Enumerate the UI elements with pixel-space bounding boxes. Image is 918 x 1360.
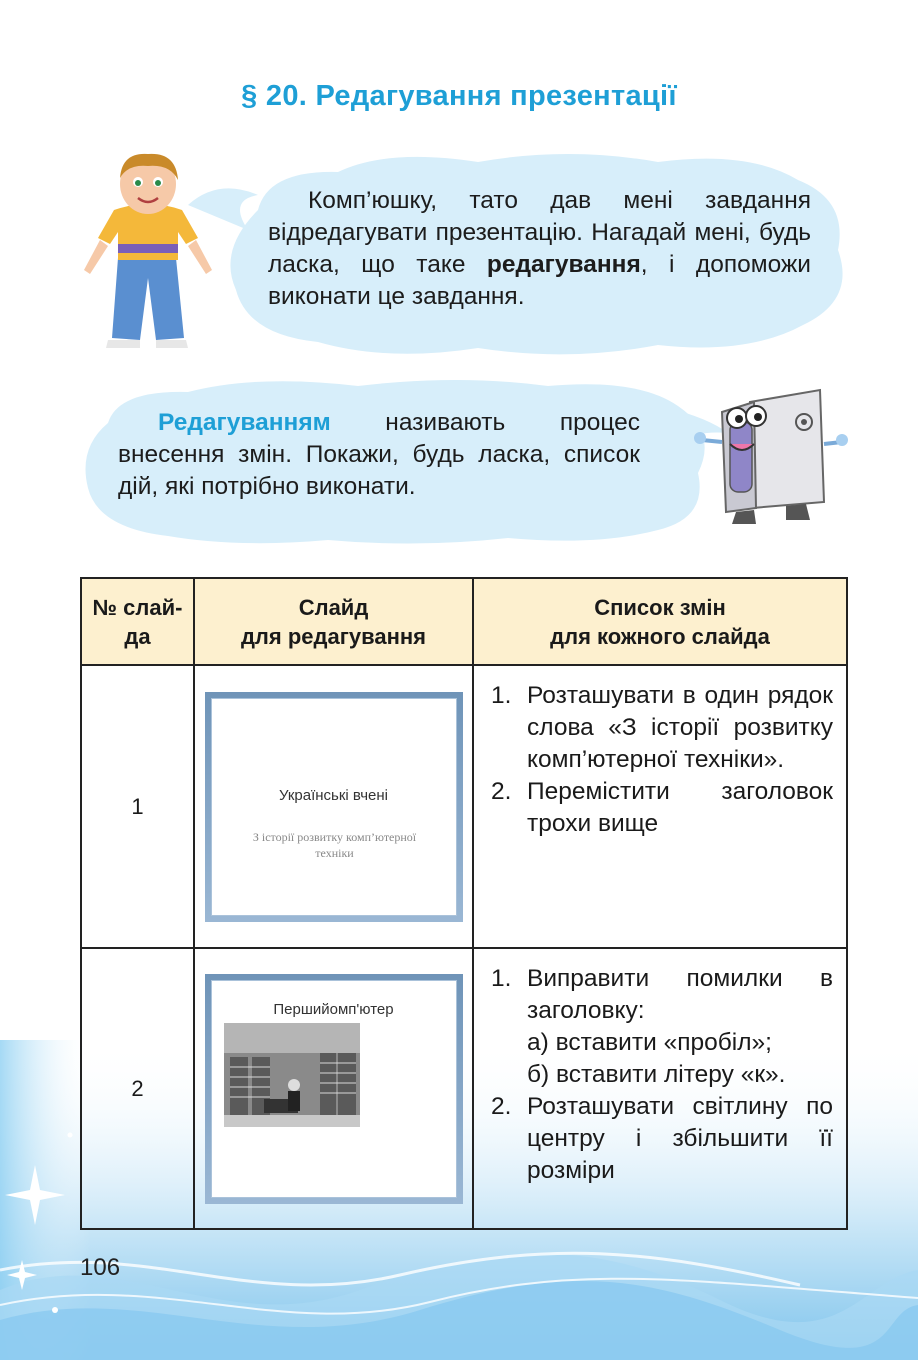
list-item <box>475 1091 833 1187</box>
term-editing: редагування <box>486 251 641 278</box>
table-header-row <box>81 578 847 665</box>
slide-thumbnail-frame <box>205 692 463 922</box>
page-number: 106 <box>80 1254 121 1281</box>
slide-number: 1 <box>81 665 194 948</box>
slide-subtitle: З історії розвитку комп’ютерної техніки <box>252 829 417 860</box>
sub-item: б) вставити літеру «к». <box>527 1061 786 1088</box>
slides-edit-table <box>80 577 848 1230</box>
header-line: да <box>124 623 151 649</box>
slide-title: Українські вчені <box>279 786 388 804</box>
header-line: № слай- <box>92 594 183 620</box>
header-line: для редагування <box>240 623 427 649</box>
header-line: Слайд <box>298 594 369 620</box>
computer-speech-rest: називають процес внесення змін. Покажи, будь ласка, список дій, які потрібно виконати. <box>118 409 640 500</box>
change-list-cell <box>473 948 847 1229</box>
computer-room-photo <box>224 1023 360 1127</box>
boy-speech-text <box>268 185 811 313</box>
change-list <box>475 963 845 1187</box>
slide-thumbnail-frame <box>205 974 463 1204</box>
header-change-list <box>473 578 847 665</box>
list-item <box>475 680 833 776</box>
change-list-cell <box>473 665 847 948</box>
slide-thumbnail <box>211 698 457 916</box>
computer-speech-text <box>118 407 640 503</box>
slide-thumbnail-cell <box>194 665 473 948</box>
term-editing-highlight: Редагуванням <box>158 409 331 436</box>
boy-speech-part: Комп’юшку, тато дав мені завдання відредагувати презентацію. Нагадай мені, будь ласка, що таке <box>268 187 811 278</box>
boy-speech-end: , і допоможи виконати це завдання. <box>268 251 811 310</box>
slide-number: 2 <box>81 948 194 1229</box>
header-line: Список змін <box>594 594 726 620</box>
list-item <box>475 963 833 1091</box>
header-slide-number <box>81 578 194 665</box>
header-slide-to-edit <box>194 578 473 665</box>
change-list <box>475 680 845 840</box>
sub-item: а) вставити «пробіл»; <box>527 1029 772 1056</box>
list-number: 1. <box>491 682 512 709</box>
computer-character-illustration <box>692 382 852 530</box>
table-row <box>81 948 847 1229</box>
list-text: Виправити помилки в заголовку: <box>527 965 833 1024</box>
list-text: Розташувати в один рядок слова «З історії розвитку комп’ютерної техніки». <box>527 682 833 773</box>
list-number: 1. <box>491 965 512 992</box>
header-line: для кожного слайда <box>550 623 770 649</box>
list-number: 2. <box>491 1093 512 1120</box>
list-item <box>475 776 833 840</box>
table-row <box>81 665 847 948</box>
page-title: § 20. Редагування презентації <box>241 80 677 112</box>
list-number: 2. <box>491 778 512 805</box>
list-text: Розташувати світлину по центру і збільшити її розміри <box>527 1093 833 1184</box>
slide-thumbnail-cell <box>194 948 473 1229</box>
slide-title: Першийомп'ютер <box>273 1000 394 1018</box>
slide-thumbnail <box>211 980 457 1198</box>
list-text: Перемістити заголовок трохи вище <box>527 778 833 837</box>
